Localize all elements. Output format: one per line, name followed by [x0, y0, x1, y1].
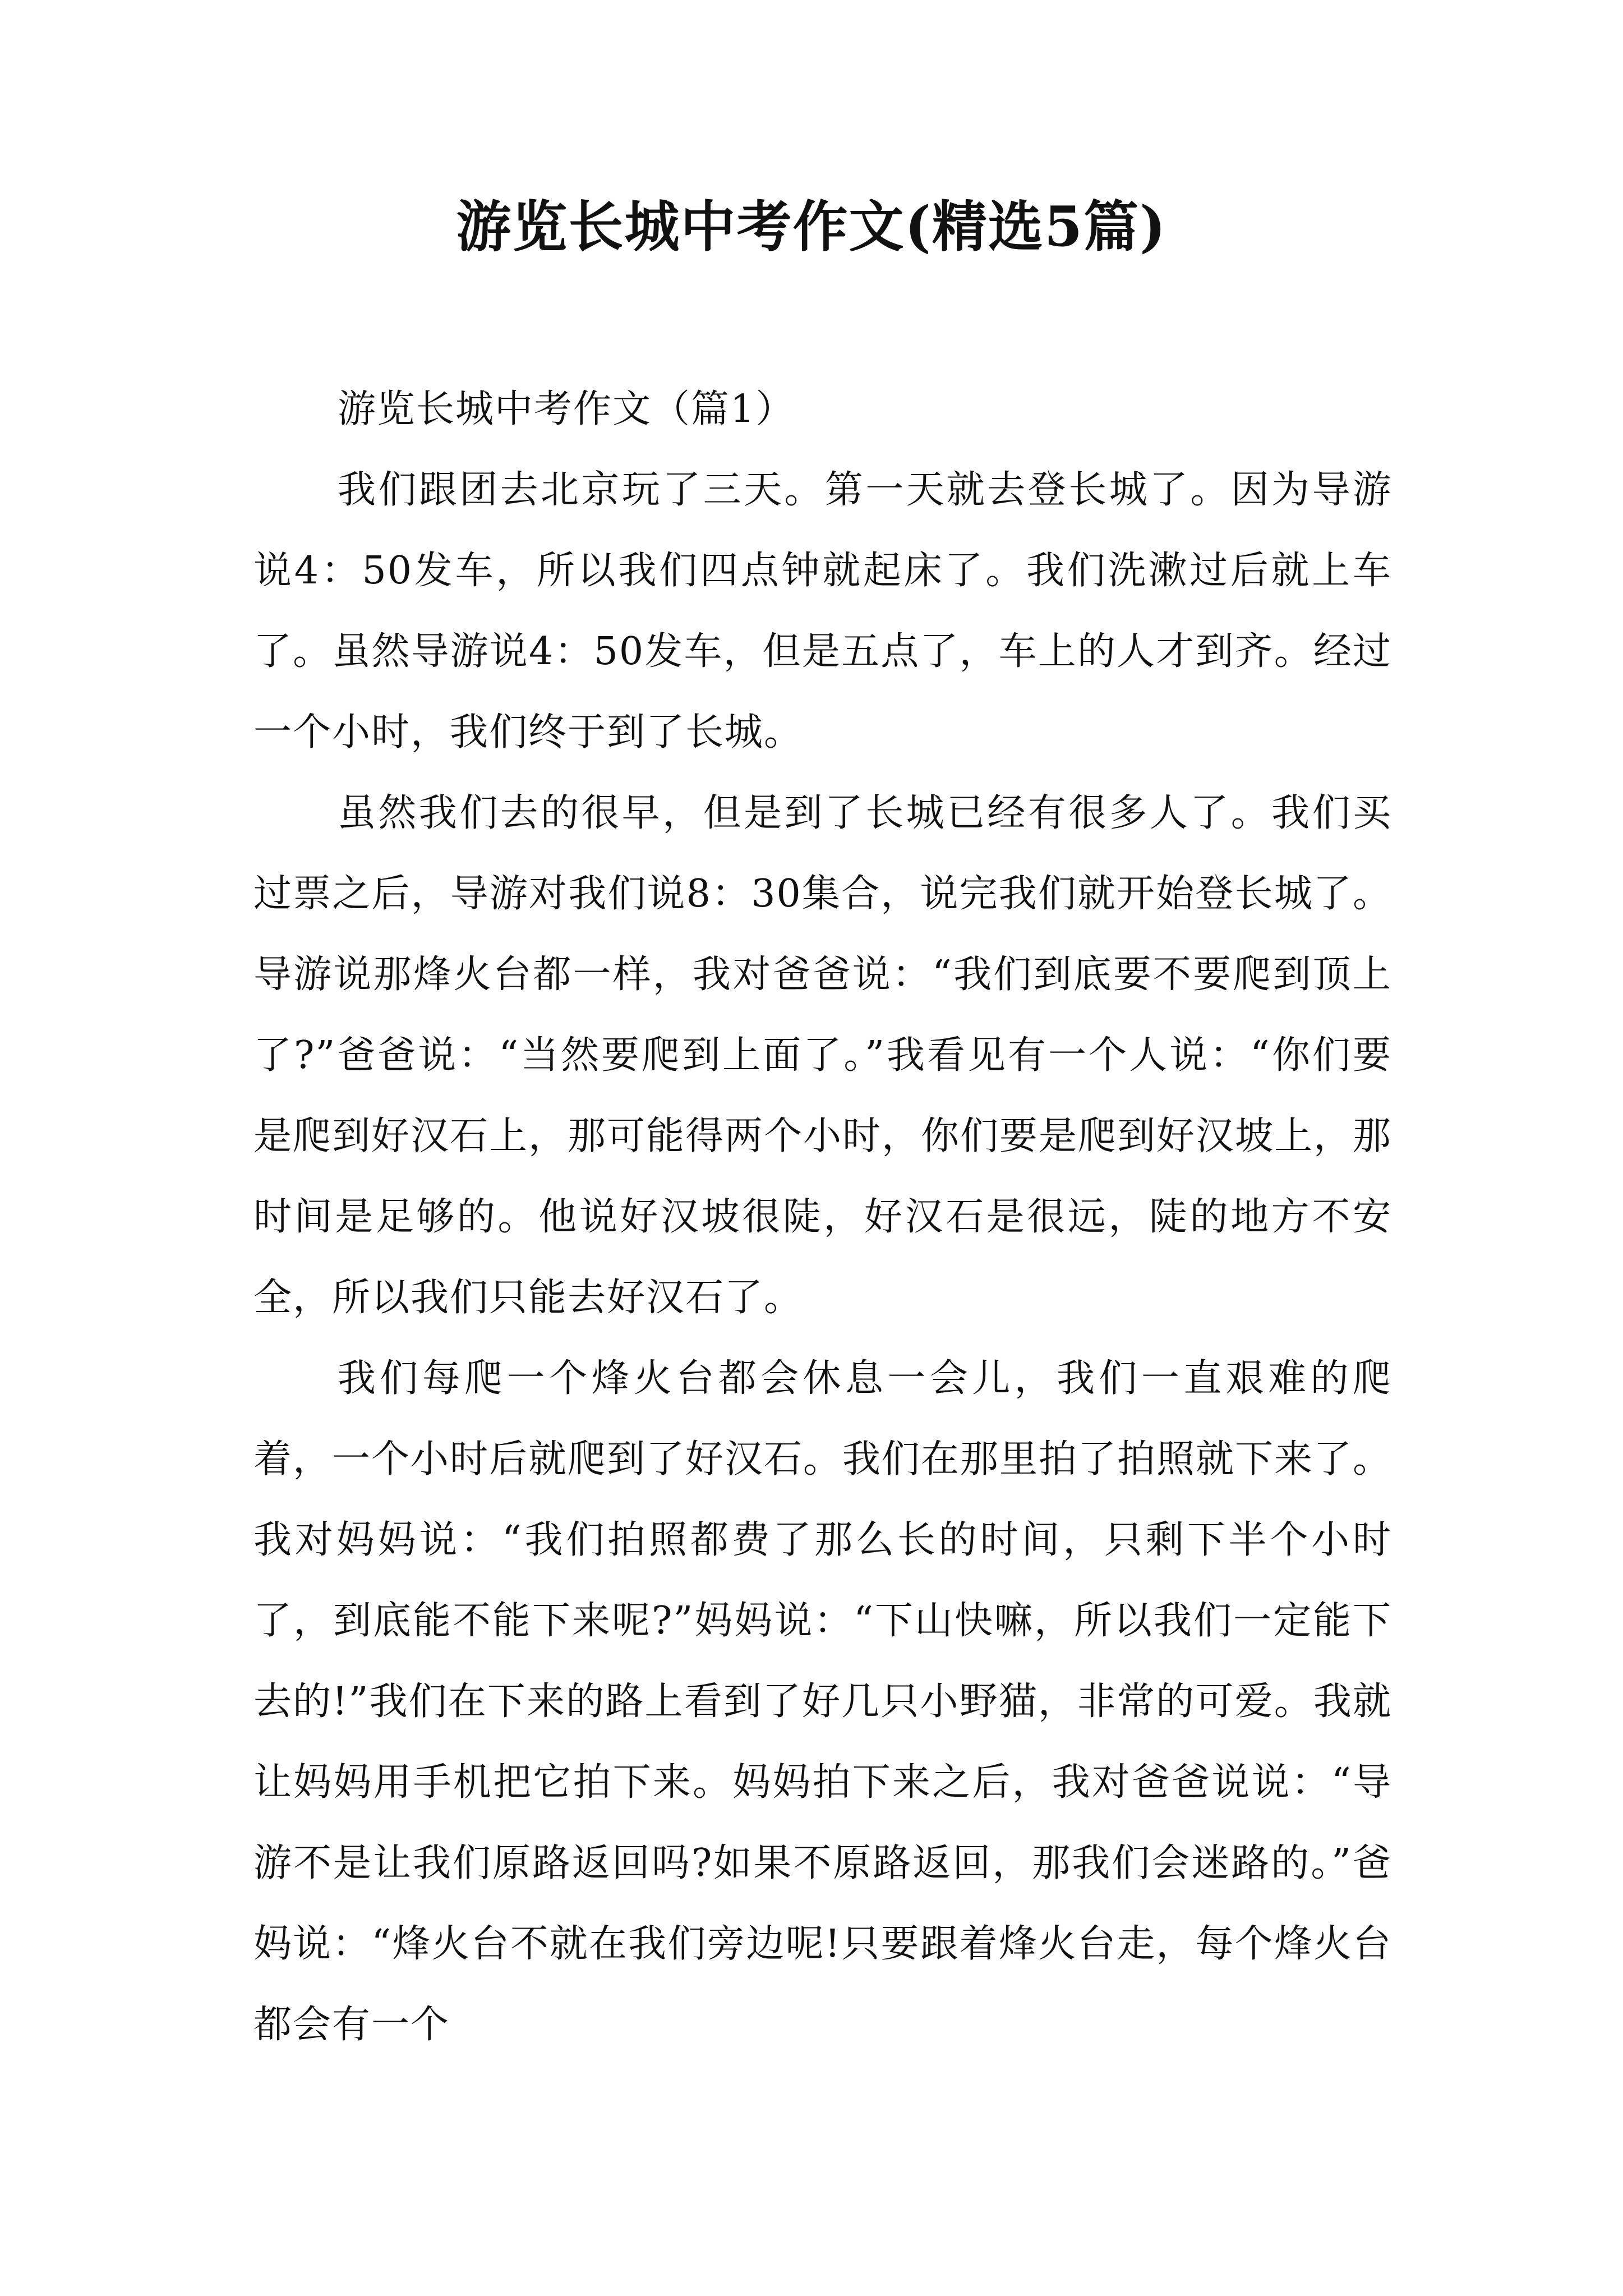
paragraph: 我们每爬一个烽火台都会休息一会儿，我们一直艰难的爬着，一个小时后就爬到了好汉石。我们在那里拍了拍照就下来了。我对妈妈说：“我们拍照都费了那么长的时间，只剩下半个小时了，到底能不能下来呢?”妈妈说：“下山快嘛，所以我们一定能下去的!”我们在下来的路上看到了好几只小野猫，非常的可爱。我就让妈妈用手机把它拍下来。妈妈拍下来之后，我对爸爸说说：“导游不是让我们原路返回吗?如果不原路返回，那我们会迷路的。”爸妈说：“烽火台不就在我们旁边呢!只要跟着烽火台走，每个烽火台都会有一个 — [253, 1356, 1393, 2047]
paragraph: 我们跟团去北京玩了三天。第一天就去登长城了。因为导游说4：50发车，所以我们四点钟就起床了。我们洗漱过后就上车了。虽然导游说4：50发车，但是五点了，车上的人才到齐。经过一个小时，我们终于到了长城。 — [253, 468, 1392, 754]
document-title: 游览长城中考作文(精选5篇) — [456, 195, 1167, 259]
document-body — [253, 369, 1392, 2065]
section-heading: 游览长城中考作文（篇1） — [338, 387, 795, 431]
paragraph: 虽然我们去的很早，但是到了长城已经有很多人了。我们买过票之后，导游对我们说8：30集合，说完我们就开始登长城了。导游说那烽火台都一样，我对爸爸说：“我们到底要不要爬到顶上了?”爸爸说：“当然要爬到上面了。”我看见有一个人说：“你们要是爬到好汉石上，那可能得两个小时，你们要是爬到好汉坡上，那时间是足够的。他说好汉坡很陡，好汉石是很远，陡的地方不安全，所以我们只能去好汉石了。 — [253, 791, 1393, 1320]
